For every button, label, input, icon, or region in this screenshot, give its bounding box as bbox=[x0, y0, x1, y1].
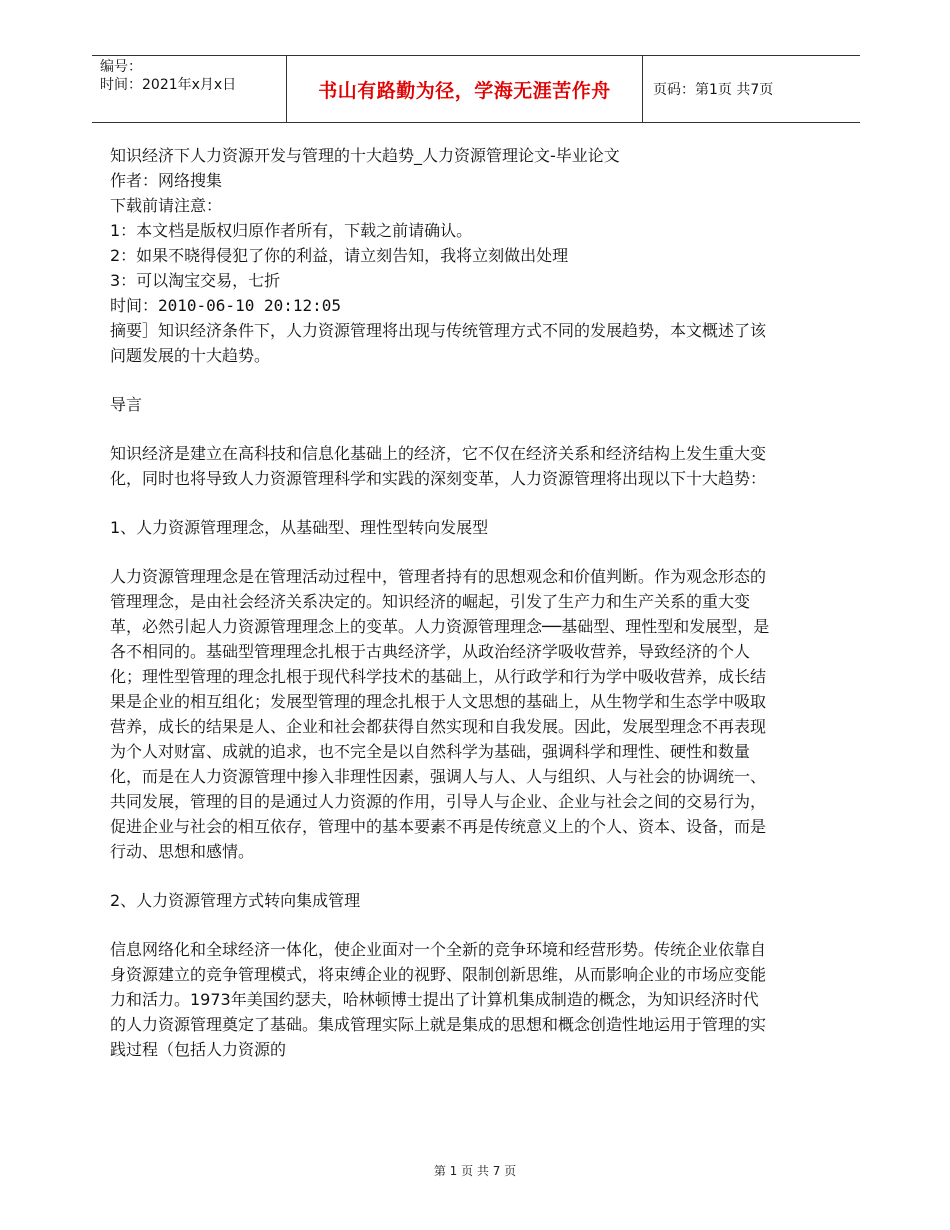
section-2-heading: 2、人力资源管理方式转向集成管理 bbox=[110, 891, 361, 910]
document-header bbox=[92, 55, 860, 123]
notice-item-2: 2：如果不晓得侵犯了你的利益，请立刻告知，我将立刻做出处理 bbox=[110, 246, 569, 265]
header-page-label: 页码：第1页 共7页 bbox=[653, 82, 774, 98]
section-1-heading: 1、人力资源管理理念，从基础型、理性型转向发展型 bbox=[110, 518, 489, 537]
section-2-paragraph: 信息网络化和全球经济一体化，使企业面对一个全新的竞争环境和经营形势。传统企业依靠自身资源建立的竞争管理模式，将束缚企业的视野、限制创新思维，从而影响企业的市场应变能力和活力。1973年美国约瑟夫，哈林顿博士提出了计算机集成制造的概念，为知识经济时代的人力资源管理奠定了基础。集成管理实际上就是集成的思想和概念创造性地运用于管理的实践过程（包括人力资源的 bbox=[110, 940, 767, 1059]
doc-author: 作者：网络搜集 bbox=[110, 171, 223, 190]
intro-paragraph: 知识经济是建立在高科技和信息化基础上的经济，它不仅在经济关系和经济结构上发生重大变化，同时也将导致人力资源管理科学和实践的深刻变革，人力资源管理将出现以下十大趋势： bbox=[110, 444, 767, 488]
doc-title: 知识经济下人力资源开发与管理的十大趋势_人力资源管理论文-毕业论文 bbox=[110, 146, 620, 165]
serial-label: 编号： bbox=[100, 59, 142, 75]
page-footer: 第 1 页 共 7 页 bbox=[433, 1164, 517, 1178]
header-motto: 书山有路勤为径，学海无涯苦作舟 bbox=[286, 56, 643, 122]
notice-item-1: 1：本文档是版权归原作者所有，下载之前请确认。 bbox=[110, 221, 473, 240]
header-meta bbox=[92, 56, 286, 122]
doc-timestamp: 时间：2010-06-10 20:12:05 bbox=[110, 296, 342, 315]
document-body bbox=[110, 143, 770, 1062]
time-label: 时间：2021年x月x日 bbox=[100, 77, 237, 93]
notice-heading: 下载前请注意： bbox=[110, 196, 223, 215]
section-1-paragraph: 人力资源管理理念是在管理活动过程中，管理者持有的思想观念和价值判断。作为观念形态的管理理念，是由社会经济关系决定的。知识经济的崛起，引发了生产力和生产关系的重大变革，必然引起人力资源管理理念上的变革。人力资源管理理念──基础型、理性型和发展型，是各不相同的。基础型管理理念扎根于古典经济学，从政治经济学吸收营养，导致经济的个人化；理性型管理的理念扎根于现代科学技术的基础上，从行政学和行为学中吸收营养，成长结果是企业的相互组化；发展型管理的理念扎根于人文思想的基础上，从生物学和生态学中吸取营养，成长的结果是人、企业和社会都获得自然实现和自我发展。因此，发展型理念不再表现为个人对财富、成就的追求，也不完全是以自然科学为基础，强调科学和理性、硬性和数量化，而是在人力资源管理中掺入非理性因素，强调人与人、人与组织、人与社会的协调统一、共同发展，管理的目的是通过人力资源的作用，引导人与企业、企业与社会之间的交易行为，促进企业与社会的相互依存，管理中的基本要素不再是传统意义上的个人、资本、设备，而是行动、思想和感情。 bbox=[110, 567, 770, 861]
doc-abstract: 摘要］知识经济条件下，人力资源管理将出现与传统管理方式不同的发展趋势，本文概述了该问题发展的十大趋势。 bbox=[110, 321, 767, 365]
intro-heading: 导言 bbox=[110, 395, 143, 414]
notice-item-3: 3：可以淘宝交易，七折 bbox=[110, 271, 281, 290]
